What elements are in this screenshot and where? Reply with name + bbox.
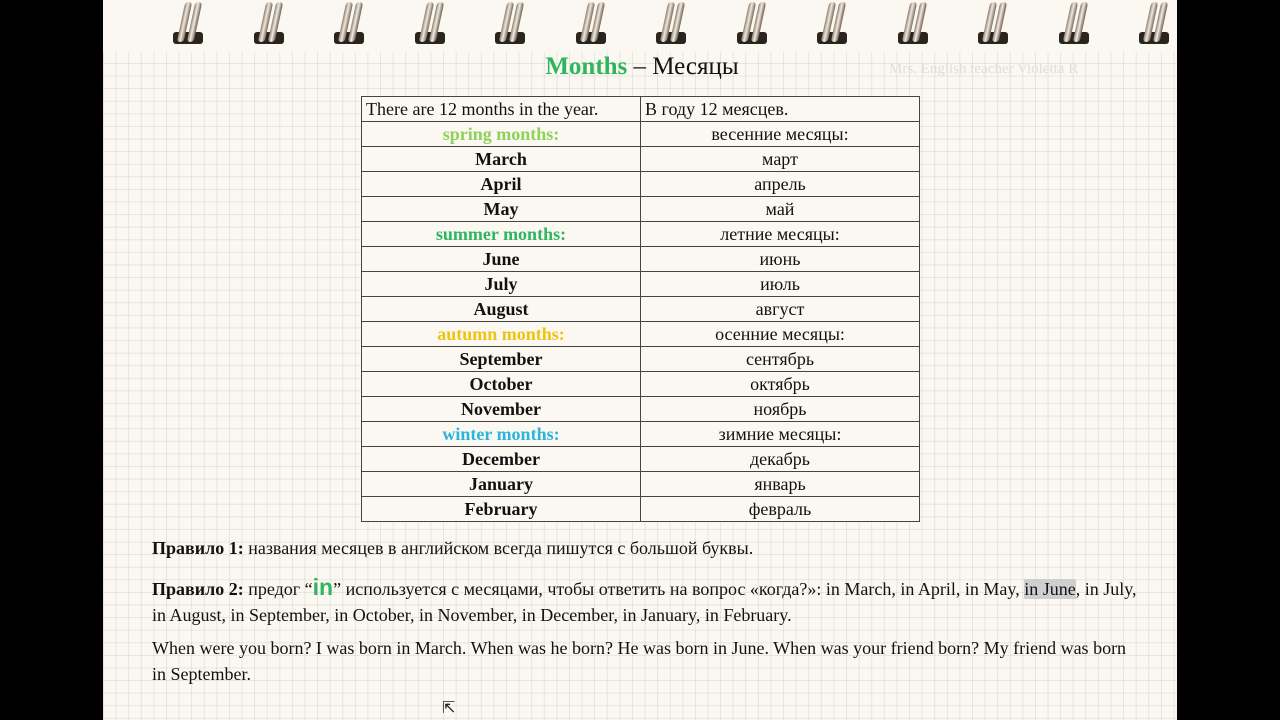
season-row	[362, 122, 920, 147]
spiral-ring-icon	[656, 2, 694, 48]
rule-2-label: Правило 2:	[152, 579, 244, 599]
season-english: summer months:	[362, 222, 641, 247]
rule-1-text: названия месяцев в английском всегда пишутся с большой буквы.	[243, 538, 754, 558]
spiral-ring-icon	[415, 2, 453, 48]
month-english: September	[362, 347, 641, 372]
month-english: May	[362, 197, 641, 222]
season-row	[362, 322, 920, 347]
rule-2-post: ” используется с месяцами, чтобы ответить на вопрос «когда?»: in March, in April, in May,	[333, 579, 1025, 599]
season-row	[362, 222, 920, 247]
month-russian: апрель	[641, 172, 920, 197]
header-russian: В году 12 меясцев.	[641, 97, 920, 122]
month-english: April	[362, 172, 641, 197]
month-english: January	[362, 472, 641, 497]
month-row	[362, 447, 920, 472]
month-english: February	[362, 497, 641, 522]
month-row	[362, 197, 920, 222]
watermark: Mrs. English teacher Violetta R	[889, 61, 1079, 77]
month-row	[362, 272, 920, 297]
month-english: August	[362, 297, 641, 322]
spiral-ring-icon	[1059, 2, 1097, 48]
season-english: spring months:	[362, 122, 641, 147]
spiral-ring-icon	[978, 2, 1016, 48]
spiral-binding	[103, 0, 1177, 52]
highlighted-phrase: in June	[1024, 579, 1076, 599]
spiral-ring-icon	[254, 2, 292, 48]
season-russian: весенние месяцы:	[641, 122, 920, 147]
month-row	[362, 497, 920, 522]
spiral-ring-icon	[495, 2, 533, 48]
notebook-page	[103, 0, 1177, 720]
season-row	[362, 422, 920, 447]
month-row	[362, 247, 920, 272]
months-table	[361, 96, 920, 522]
month-row	[362, 372, 920, 397]
month-russian: октябрь	[641, 372, 920, 397]
spiral-ring-icon	[173, 2, 211, 48]
spiral-ring-icon	[576, 2, 614, 48]
season-russian: осенние месяцы:	[641, 322, 920, 347]
month-english: November	[362, 397, 641, 422]
spiral-ring-icon	[334, 2, 372, 48]
month-russian: июль	[641, 272, 920, 297]
spiral-ring-icon	[898, 2, 936, 48]
month-russian: декабрь	[641, 447, 920, 472]
month-english: June	[362, 247, 641, 272]
month-row	[362, 397, 920, 422]
rule-2-rest: , in July, in August, in September, in October, in November, in December, in January, in February.	[152, 579, 1137, 625]
month-russian: март	[641, 147, 920, 172]
month-row	[362, 147, 920, 172]
month-row	[362, 347, 920, 372]
spiral-ring-icon	[817, 2, 855, 48]
spiral-ring-icon	[1139, 2, 1177, 48]
preposition-in: in	[312, 574, 334, 600]
season-russian: зимние месяцы:	[641, 422, 920, 447]
rule-2	[152, 574, 1142, 628]
month-russian: сентябрь	[641, 347, 920, 372]
season-english: autumn months:	[362, 322, 641, 347]
rule-1	[152, 535, 1142, 561]
example-sentences: When were you born? I was born in March. When was he born? He was born in June. When was your friend born? My friend was born in September.	[152, 638, 1127, 684]
month-english: October	[362, 372, 641, 397]
rule-2-pre: предог “	[243, 579, 313, 599]
rule-1-label: Правило 1:	[152, 538, 244, 558]
month-russian: май	[641, 197, 920, 222]
month-english: March	[362, 147, 641, 172]
month-row	[362, 472, 920, 497]
title-english: Months	[545, 53, 628, 80]
month-english: December	[362, 447, 641, 472]
spiral-ring-icon	[737, 2, 775, 48]
month-russian: август	[641, 297, 920, 322]
season-english: winter months:	[362, 422, 641, 447]
month-russian: ноябрь	[641, 397, 920, 422]
month-row	[362, 172, 920, 197]
header-english: There are 12 months in the year.	[362, 97, 641, 122]
month-row	[362, 297, 920, 322]
mouse-cursor-icon: ⇱	[442, 698, 456, 717]
month-russian: июнь	[641, 247, 920, 272]
month-english: July	[362, 272, 641, 297]
title-russian: – Месяцы	[627, 53, 739, 80]
month-russian: январь	[641, 472, 920, 497]
season-russian: летние месяцы:	[641, 222, 920, 247]
table-header-row	[362, 97, 920, 122]
month-russian: февраль	[641, 497, 920, 522]
